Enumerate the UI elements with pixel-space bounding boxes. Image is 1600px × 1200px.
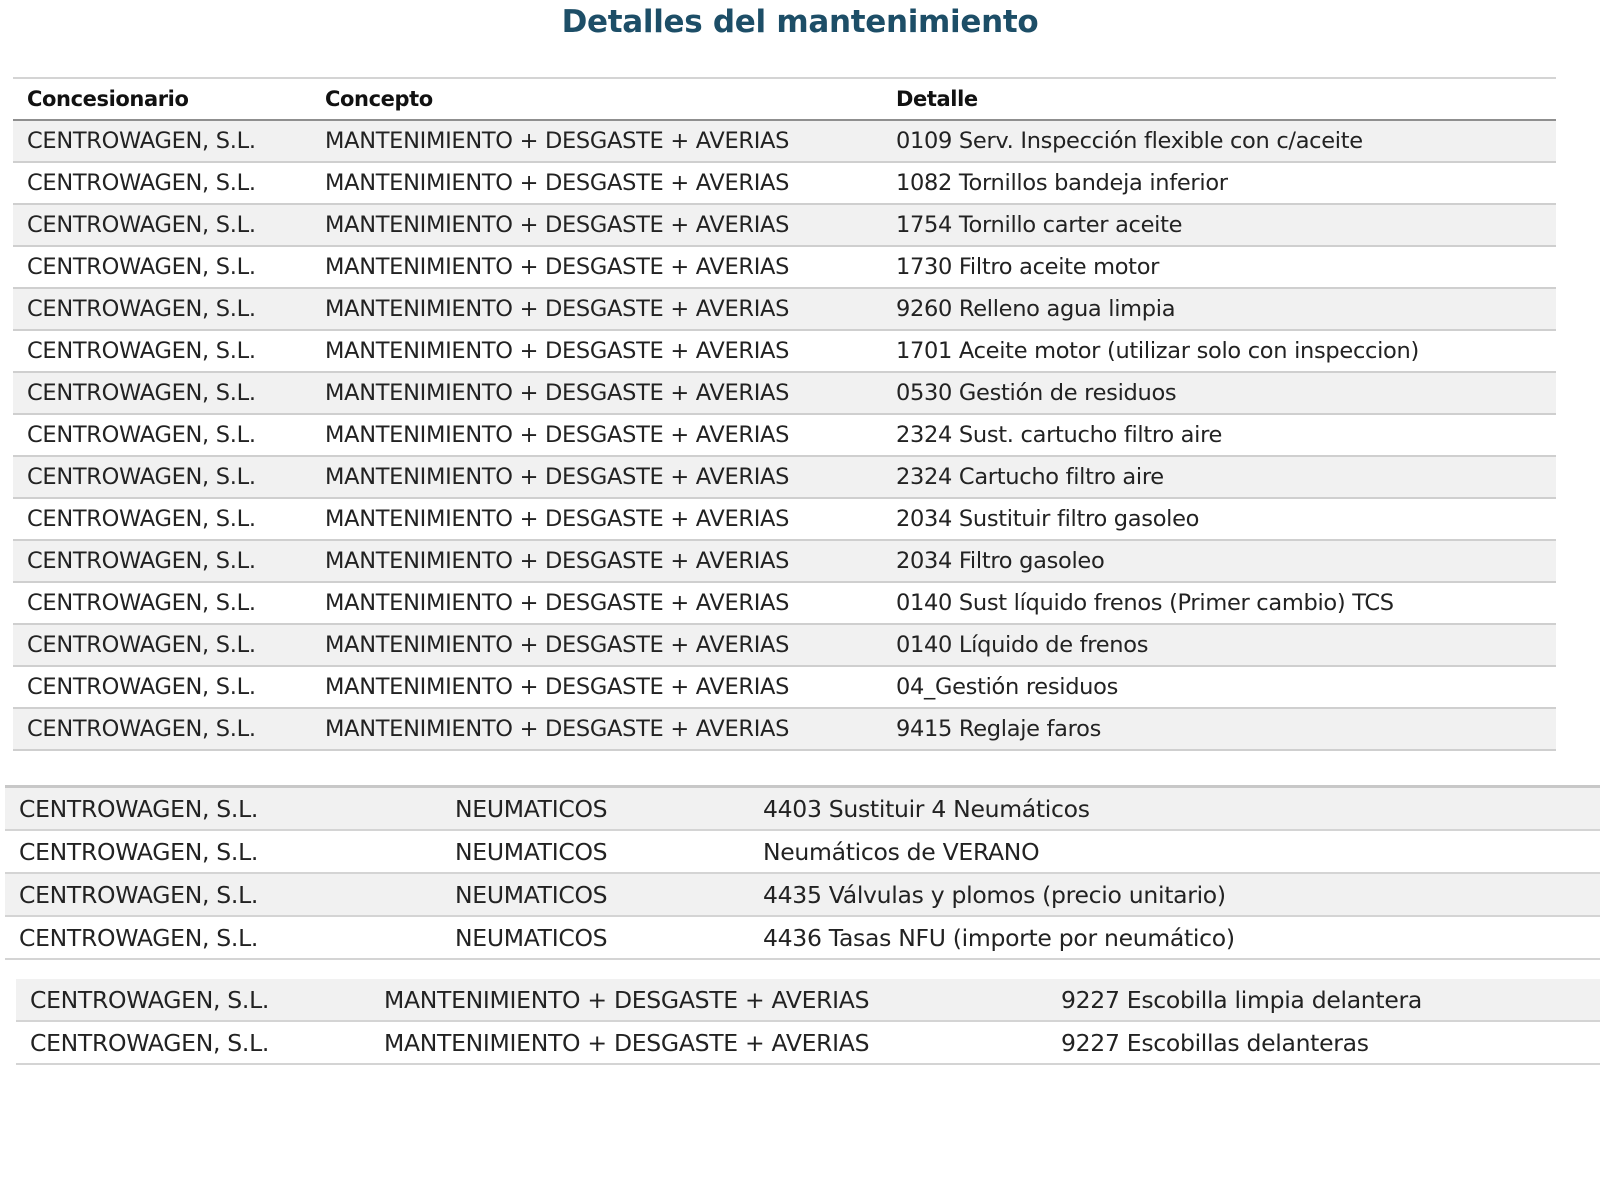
cell-detail: 1754 Tornillo carter aceite <box>882 204 1556 246</box>
cell-concept: MANTENIMIENTO + DESGASTE + AVERIAS <box>311 120 882 162</box>
column-header-concept: Concepto <box>311 78 882 120</box>
cell-dealer: CENTROWAGEN, S.L. <box>5 916 441 959</box>
table-row <box>13 246 1556 288</box>
cell-detail: 9260 Relleno agua limpia <box>882 288 1556 330</box>
cell-detail: 4403 Sustituir 4 Neumáticos <box>749 787 1600 831</box>
cell-detail: 2034 Sustituir filtro gasoleo <box>882 498 1556 540</box>
table-row <box>13 666 1556 708</box>
cell-concept: MANTENIMIENTO + DESGASTE + AVERIAS <box>311 246 882 288</box>
column-header-dealer: Concesionario <box>13 78 311 120</box>
cell-detail: 04_Gestión residuos <box>882 666 1556 708</box>
cell-concept: MANTENIMIENTO + DESGASTE + AVERIAS <box>311 414 882 456</box>
cell-concept: NEUMATICOS <box>441 916 749 959</box>
table-row <box>13 288 1556 330</box>
cell-dealer: CENTROWAGEN, S.L. <box>13 708 311 750</box>
cell-detail: 4435 Válvulas y plomos (precio unitario) <box>749 873 1600 916</box>
table-row <box>13 456 1556 498</box>
cell-detail: 0109 Serv. Inspección flexible con c/aceite <box>882 120 1556 162</box>
cell-dealer: CENTROWAGEN, S.L. <box>13 204 311 246</box>
table-row <box>16 1021 1600 1064</box>
cell-concept: MANTENIMIENTO + DESGASTE + AVERIAS <box>311 204 882 246</box>
cell-concept: MANTENIMIENTO + DESGASTE + AVERIAS <box>311 708 882 750</box>
cell-concept: NEUMATICOS <box>441 830 749 873</box>
cell-concept: MANTENIMIENTO + DESGASTE + AVERIAS <box>311 666 882 708</box>
cell-concept: MANTENIMIENTO + DESGASTE + AVERIAS <box>311 582 882 624</box>
cell-concept: MANTENIMIENTO + DESGASTE + AVERIAS <box>370 1021 1047 1064</box>
cell-dealer: CENTROWAGEN, S.L. <box>13 162 311 204</box>
cell-dealer: CENTROWAGEN, S.L. <box>13 624 311 666</box>
column-header-detail: Detalle <box>882 78 1556 120</box>
cell-concept: MANTENIMIENTO + DESGASTE + AVERIAS <box>311 540 882 582</box>
table-header-row <box>13 78 1556 120</box>
cell-concept: NEUMATICOS <box>441 787 749 831</box>
cell-detail: 2034 Filtro gasoleo <box>882 540 1556 582</box>
table-row <box>13 162 1556 204</box>
cell-dealer: CENTROWAGEN, S.L. <box>13 372 311 414</box>
cell-detail: 0140 Líquido de frenos <box>882 624 1556 666</box>
cell-concept: NEUMATICOS <box>441 873 749 916</box>
table-row <box>13 414 1556 456</box>
table-row <box>16 979 1600 1021</box>
cell-concept: MANTENIMIENTO + DESGASTE + AVERIAS <box>311 372 882 414</box>
cell-dealer: CENTROWAGEN, S.L. <box>13 288 311 330</box>
cell-concept: MANTENIMIENTO + DESGASTE + AVERIAS <box>311 288 882 330</box>
table-row <box>5 787 1600 831</box>
cell-dealer: CENTROWAGEN, S.L. <box>5 830 441 873</box>
cell-concept: MANTENIMIENTO + DESGASTE + AVERIAS <box>311 624 882 666</box>
cell-detail: 9415 Reglaje faros <box>882 708 1556 750</box>
cell-detail: 1082 Tornillos bandeja inferior <box>882 162 1556 204</box>
cell-dealer: CENTROWAGEN, S.L. <box>5 873 441 916</box>
cell-detail: 1701 Aceite motor (utilizar solo con inspeccion) <box>882 330 1556 372</box>
page-title: Detalles del mantenimiento <box>561 4 1039 40</box>
cell-concept: MANTENIMIENTO + DESGASTE + AVERIAS <box>311 162 882 204</box>
cell-dealer: CENTROWAGEN, S.L. <box>16 979 370 1021</box>
cell-dealer: CENTROWAGEN, S.L. <box>13 582 311 624</box>
cell-detail: Neumáticos de VERANO <box>749 830 1600 873</box>
tyres-table <box>5 785 1600 960</box>
cell-detail: 2324 Cartucho filtro aire <box>882 456 1556 498</box>
cell-detail: 2324 Sust. cartucho filtro aire <box>882 414 1556 456</box>
cell-detail: 1730 Filtro aceite motor <box>882 246 1556 288</box>
cell-detail: 0530 Gestión de residuos <box>882 372 1556 414</box>
table-row <box>13 120 1556 162</box>
table-row <box>13 582 1556 624</box>
cell-dealer: CENTROWAGEN, S.L. <box>16 1021 370 1064</box>
cell-dealer: CENTROWAGEN, S.L. <box>13 666 311 708</box>
table-row <box>13 372 1556 414</box>
cell-concept: MANTENIMIENTO + DESGASTE + AVERIAS <box>311 330 882 372</box>
cell-dealer: CENTROWAGEN, S.L. <box>13 246 311 288</box>
table-row <box>13 498 1556 540</box>
cell-detail: 9227 Escobillas delanteras <box>1047 1021 1600 1064</box>
cell-dealer: CENTROWAGEN, S.L. <box>13 498 311 540</box>
table-row <box>13 204 1556 246</box>
cell-dealer: CENTROWAGEN, S.L. <box>13 120 311 162</box>
wipers-table <box>16 979 1600 1065</box>
table-row <box>5 830 1600 873</box>
cell-dealer: CENTROWAGEN, S.L. <box>13 540 311 582</box>
maintenance-table <box>13 77 1556 751</box>
table-row <box>13 624 1556 666</box>
cell-dealer: CENTROWAGEN, S.L. <box>5 787 441 831</box>
cell-concept: MANTENIMIENTO + DESGASTE + AVERIAS <box>370 979 1047 1021</box>
cell-detail: 9227 Escobilla limpia delantera <box>1047 979 1600 1021</box>
cell-concept: MANTENIMIENTO + DESGASTE + AVERIAS <box>311 456 882 498</box>
table-row <box>13 708 1556 750</box>
cell-detail: 0140 Sust líquido frenos (Primer cambio) TCS <box>882 582 1556 624</box>
table-row <box>5 873 1600 916</box>
table-row <box>5 916 1600 959</box>
cell-dealer: CENTROWAGEN, S.L. <box>13 414 311 456</box>
cell-detail: 4436 Tasas NFU (importe por neumático) <box>749 916 1600 959</box>
cell-dealer: CENTROWAGEN, S.L. <box>13 330 311 372</box>
table-row <box>13 330 1556 372</box>
cell-concept: MANTENIMIENTO + DESGASTE + AVERIAS <box>311 498 882 540</box>
cell-dealer: CENTROWAGEN, S.L. <box>13 456 311 498</box>
table-row <box>13 540 1556 582</box>
